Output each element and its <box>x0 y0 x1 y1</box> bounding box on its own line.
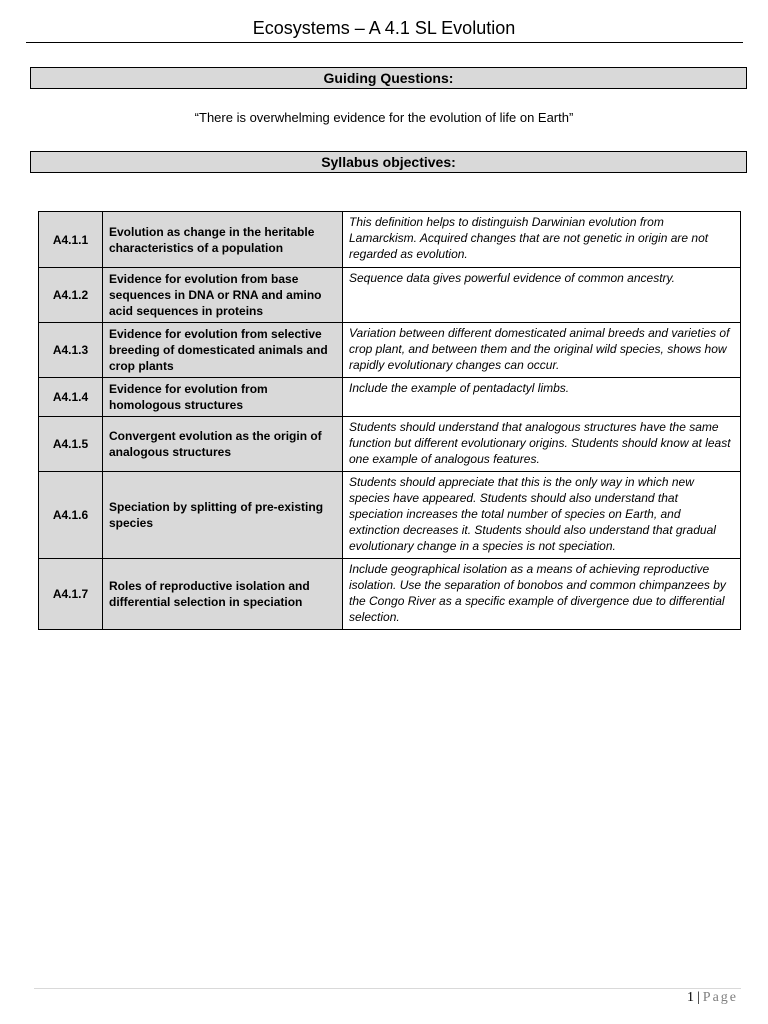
objective-topic: Convergent evolution as the origin of analogous structures <box>103 417 343 472</box>
objective-code: A4.1.3 <box>39 323 103 378</box>
syllabus-objectives-heading: Syllabus objectives: <box>30 151 747 173</box>
footer-separator: | <box>696 990 700 1005</box>
objective-guidance: This definition helps to distinguish Darwinian evolution from Lamarckism. Acquired changes that are not genetic in origin are not regarded as evolution. <box>343 212 741 268</box>
objective-guidance: Students should appreciate that this is the only way in which new species have appeared. Students should also understand that speciation increases the total number of species on Earth, and extinction decreases it. Students should also understand that gradual evolutionary change in a species is not speciation. <box>343 472 741 559</box>
table-row <box>39 559 741 630</box>
table-row <box>39 378 741 417</box>
syllabus-objectives-table <box>38 211 741 630</box>
table-row <box>39 472 741 559</box>
page-label: Page <box>702 990 738 1005</box>
objective-code: A4.1.2 <box>39 268 103 323</box>
objective-code: A4.1.4 <box>39 378 103 417</box>
objective-topic: Evolution as change in the heritable characteristics of a population <box>103 212 343 268</box>
document-title: Ecosystems – A 4.1 SL Evolution <box>252 18 516 38</box>
guiding-quote: “There is overwhelming evidence for the evolution of life on Earth” <box>194 110 574 125</box>
objective-topic: Evidence for evolution from base sequences in DNA or RNA and amino acid sequences in proteins <box>103 268 343 323</box>
objective-code: A4.1.7 <box>39 559 103 630</box>
objective-topic: Roles of reproductive isolation and differential selection in speciation <box>103 559 343 630</box>
objective-code: A4.1.1 <box>39 212 103 268</box>
objective-topic: Evidence for evolution from homologous structures <box>103 378 343 417</box>
title-divider <box>26 42 743 43</box>
objective-guidance: Variation between different domesticated animal breeds and varieties of crop plant, and between them and the original wild species, shows how rapidly evolutionary changes can occur. <box>343 323 741 378</box>
table-row <box>39 323 741 378</box>
objective-guidance: Include geographical isolation as a means of achieving reproductive isolation. Use the separation of bonobos and common chimpanzees by the Congo River as a specific example of divergence due to differential selection. <box>343 559 741 630</box>
objective-guidance: Sequence data gives powerful evidence of common ancestry. <box>343 268 741 323</box>
footer-divider <box>34 988 741 989</box>
table-row <box>39 417 741 472</box>
page-number: 1 <box>686 990 694 1005</box>
objective-topic: Speciation by splitting of pre-existing species <box>103 472 343 559</box>
objective-topic: Evidence for evolution from selective breeding of domesticated animals and crop plants <box>103 323 343 378</box>
objective-guidance: Students should understand that analogous structures have the same function but different evolutionary origins. Students should know at least one example of analogous features. <box>343 417 741 472</box>
guiding-questions-heading: Guiding Questions: <box>30 67 747 89</box>
table-row <box>39 268 741 323</box>
objective-code: A4.1.6 <box>39 472 103 559</box>
objective-code: A4.1.5 <box>39 417 103 472</box>
page-footer <box>687 990 738 1006</box>
objective-guidance: Include the example of pentadactyl limbs. <box>343 378 741 417</box>
table-row <box>39 212 741 268</box>
